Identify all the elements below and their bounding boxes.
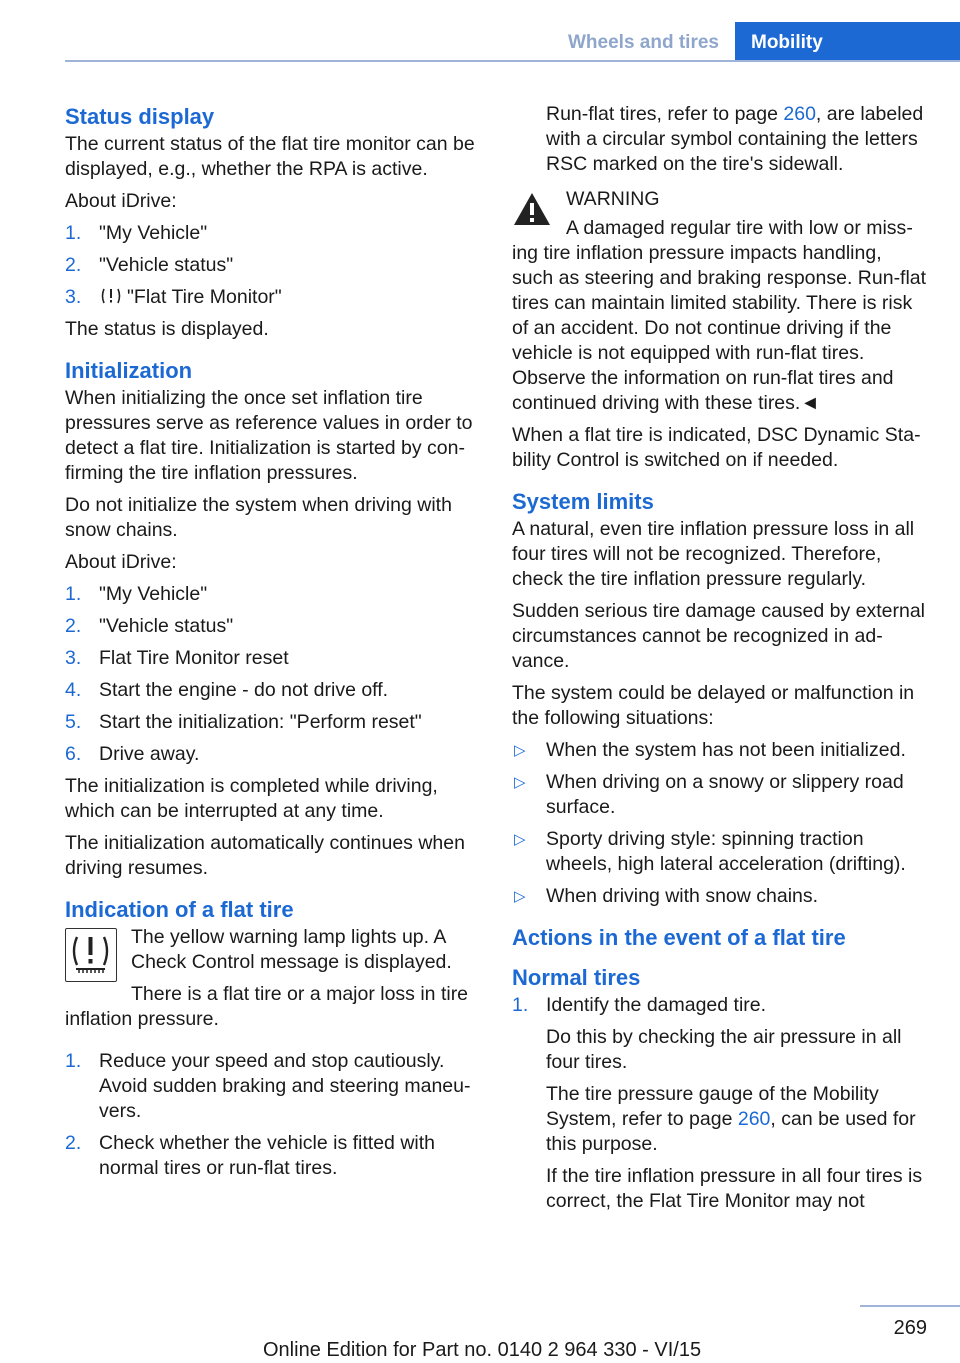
heading-status-display: Status display: [65, 104, 215, 129]
runflat-paragraph: Run-flat tires, refer to page 260, are labeled with a circular symbol containing the letters RSC marked on the tire's sidewall.: [546, 103, 924, 175]
tire-warning-icon: [99, 286, 123, 306]
init-paragraph-1: When initializing the once set inflation tire pressures serve as reference values in order to detect a flat tire. Initialization is started by confirming the tire inflation pressures.: [65, 387, 473, 484]
list-item: ▷ Sporty driving style: spinning traction wheels, high lateral acceleration (drifting).: [514, 828, 906, 875]
subheading-normal-tires: Normal tires: [512, 965, 641, 990]
status-result: The status is displayed.: [65, 318, 269, 340]
triangle-bullet-icon: ▷: [514, 831, 526, 848]
init-paragraph-4: The initialization automatically continues when driving resumes.: [65, 832, 465, 879]
init-about-idrive: About iDrive:: [65, 551, 177, 573]
list-item: 2. "Vehicle status": [65, 615, 234, 637]
status-steps: [65, 221, 480, 310]
list-item: ▷ When the system has not been initialized.: [514, 739, 906, 761]
warning-block: [512, 187, 927, 416]
page-reference-link[interactable]: 260: [783, 103, 816, 125]
flat-tire-warning-lamp-icon: [65, 928, 117, 982]
page-number: 269: [893, 1317, 927, 1339]
warning-lamp-block: [65, 925, 480, 1039]
status-about-idrive: About iDrive:: [65, 190, 177, 212]
runflat-continuation: [512, 102, 927, 177]
list-item: 6. Drive away.: [65, 743, 200, 765]
heading-initialization: Initialization: [65, 358, 193, 383]
warning-text: A damaged regular tire with low or missing tire inflation pressure impacts handling, such as steering and braking response. Run-flat tires can maintain limited stability. There is risk of an accident. Do not continue driving if the vehicle is not equipped with run-flat tires. Observe the information on run-flat tires and continued driving with these tires.◄: [512, 217, 927, 414]
page-reference-link[interactable]: 260: [737, 1108, 771, 1130]
list-item: 3. "Flat Tire Monitor": [65, 286, 282, 308]
header-rule: [65, 60, 960, 62]
header-chapter-tab: Mobility: [735, 22, 960, 62]
status-paragraph: The current status of the flat tire monitor can be displayed, e.g., whether the RPA is active.: [65, 133, 475, 180]
triangle-bullet-icon: ▷: [514, 888, 526, 905]
init-paragraph-3: The initialization is completed while driving, which can be interrupted at any time.: [65, 775, 438, 822]
list-item: ▷ When driving with snow chains.: [514, 885, 819, 907]
list-item: 1. "My Vehicle": [65, 583, 208, 605]
triangle-bullet-icon: ▷: [514, 774, 526, 791]
init-paragraph-2: Do not initialize the system when driving with snow chains.: [65, 494, 452, 541]
heading-system-limits: System limits: [512, 489, 654, 514]
list-item: 1. Reduce your speed and stop cautiously. Avoid sudden braking and steering maneuvers.: [65, 1050, 471, 1122]
actions-step1-paragraph-3: If the tire inflation pressure in all four tires is correct, the Flat Tire Monitor may not: [546, 1165, 923, 1212]
actions-steps: [512, 993, 927, 1214]
list-item: 1. "My Vehicle": [65, 222, 208, 244]
limits-paragraph-2: Sudden serious tire damage caused by external circumstances cannot be recognized in advance.: [512, 600, 926, 672]
list-item: 4. Start the engine - do not drive off.: [65, 679, 389, 701]
warning-title: WARNING: [566, 188, 660, 210]
page-header: [0, 22, 960, 62]
list-item: 2. "Vehicle status": [65, 254, 234, 276]
list-item: ▷ When driving on a snowy or slippery road surface.: [514, 771, 904, 818]
list-item: 2. Check whether the vehicle is fitted with normal tires or run-flat tires.: [65, 1132, 435, 1179]
limits-bullets: [512, 738, 927, 909]
flat-steps: [65, 1049, 480, 1181]
header-section-title: Wheels and tires: [568, 32, 719, 53]
footer-edition: Online Edition for Part no. 0140 2 964 330 - VI/15: [263, 1339, 702, 1361]
flat-paragraph-1: The yellow warning lamp lights up. A Check Control message is displayed.: [131, 926, 452, 973]
footer-rule: [860, 1305, 960, 1307]
right-column: [512, 102, 927, 1221]
heading-flat-tire-indication: Indication of a flat tire: [65, 897, 294, 922]
heading-actions-flat-tire: Actions in the event of a flat tire: [512, 925, 846, 950]
actions-step1-paragraph-1: Do this by checking the air pressure in all four tires.: [546, 1026, 902, 1073]
dsc-paragraph: When a flat tire is indicated, DSC Dynamic Stability Control is switched on if needed.: [512, 424, 921, 471]
left-column: [65, 102, 480, 1188]
triangle-bullet-icon: ▷: [514, 742, 526, 759]
limits-paragraph-1: A natural, even tire inflation pressure loss in all four tires will not be recognized. Therefore, check the tire inflation pressure regularly.: [512, 518, 915, 590]
list-item: 3. Flat Tire Monitor reset: [65, 647, 289, 669]
limits-paragraph-3: The system could be delayed or malfunction in the following situations:: [512, 682, 915, 729]
init-steps: [65, 582, 480, 767]
actions-step1-paragraph-2: The tire pressure gauge of the Mobility System, refer to page 260, can be used for this purpose.: [546, 1083, 916, 1155]
flat-paragraph-2: There is a flat tire or a major loss in tire inflation pressure.: [65, 983, 469, 1030]
list-item: 1. Identify the damaged tire. Do this by checking the air pressure in all four tires. The tire pressure gauge of the Mobility System, refer to page 260, can be used for this purpose. If the tire inflation pressure in all four tires is correct, the Flat Tire Monitor may not: [512, 993, 927, 1214]
warning-triangle-icon: [512, 191, 552, 227]
list-item: 5. Start the initialization: "Perform reset": [65, 711, 422, 733]
